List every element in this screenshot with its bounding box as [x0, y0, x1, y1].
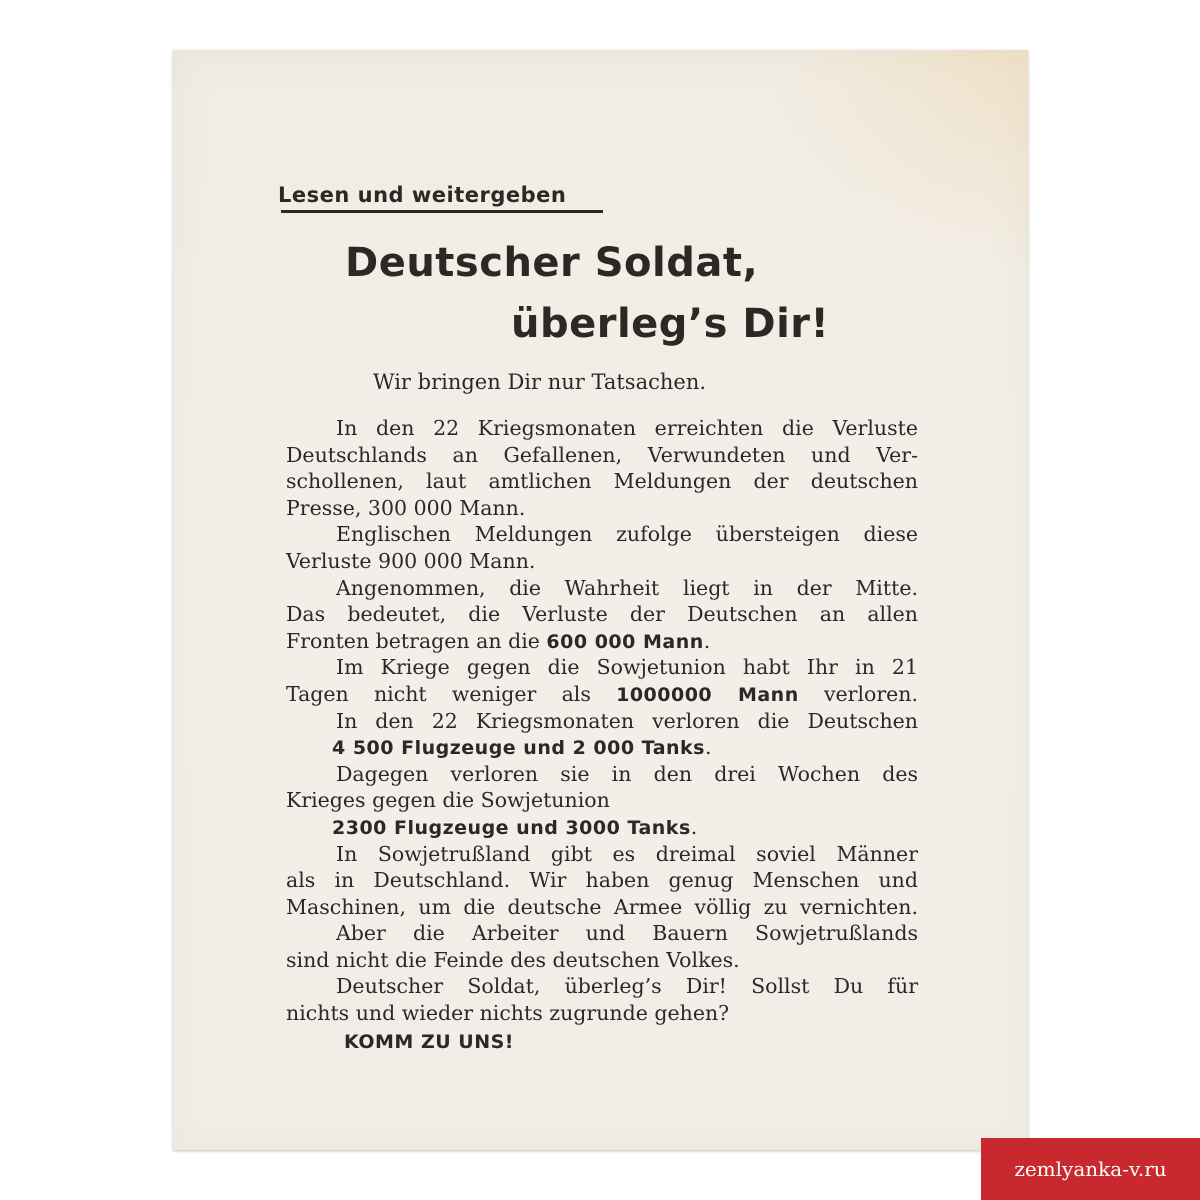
body-line	[286, 814, 918, 841]
emphasized-figure: 600 000 Mann	[546, 630, 704, 653]
body-line	[286, 920, 918, 947]
body-text-run: Verluste 900 000 Mann.	[286, 548, 536, 573]
body-text-run: als in Deutschland. Wir haben genug Menschen und	[286, 868, 918, 893]
site-watermark[interactable]: zemlyanka-v.ru	[981, 1138, 1200, 1200]
body-text-run: nichts und wieder nichts zugrunde gehen?	[286, 1001, 730, 1026]
body-line	[286, 708, 918, 735]
body-line	[286, 947, 918, 974]
emphasized-figure: 1000000 Mann	[616, 683, 799, 706]
body-text-run: Das bedeutet, die Verluste der Deutschen an allen	[286, 602, 918, 627]
closing-call: KOMM ZU UNS!	[344, 1031, 514, 1053]
body-text-run: Im Kriege gegen die Sowjetunion habt Ihr in 21	[336, 655, 918, 680]
body-text-run: Aber die Arbeiter und Bauern Sowjetrußlands	[336, 921, 918, 946]
body-text-run: Angenommen, die Wahrheit liegt in der Mitte.	[336, 575, 918, 600]
body-text-run: Englischen Meldungen zufolge übersteigen diese	[336, 522, 918, 547]
body-text-run: Fronten betragen an die	[286, 628, 547, 653]
read-and-pass-heading: Lesen und weitergeben	[278, 183, 567, 207]
body-line	[286, 973, 918, 1000]
body-text-run: .	[690, 814, 698, 839]
body-line	[286, 521, 918, 548]
body-text-run: .	[703, 628, 711, 653]
body-text-run: Dagegen verloren sie in den drei Wochen des	[336, 761, 918, 786]
body-line	[286, 575, 918, 602]
body-line	[286, 495, 918, 522]
body-text-run: Presse, 300 000 Mann.	[286, 495, 526, 520]
subheading: Wir bringen Dir nur Tatsachen.	[373, 370, 707, 394]
body-line	[286, 601, 918, 628]
body-line	[286, 894, 918, 921]
emphasized-figure: 2300 Flugzeuge und 3000 Tanks	[332, 816, 691, 839]
body-line	[286, 734, 918, 761]
body-text-run: .	[704, 735, 712, 760]
leaflet-body	[286, 415, 918, 1027]
body-line	[286, 628, 918, 655]
body-line	[286, 654, 918, 681]
heading-underline	[281, 210, 603, 213]
body-text-run: Maschinen, um die deutsche Armee völlig zu vernichten.	[286, 894, 918, 919]
body-text-run: Deutscher Soldat, überleg’s Dir! Sollst Du für	[336, 974, 918, 999]
body-text-run: Tagen nicht weniger als	[286, 681, 617, 706]
body-line	[286, 787, 918, 814]
body-text-run: verloren.	[798, 681, 919, 706]
body-line	[286, 415, 918, 442]
body-line	[286, 761, 918, 788]
body-text-run: schollenen, laut amtlichen Meldungen der deutschen	[286, 469, 918, 494]
body-line	[286, 841, 918, 868]
body-line	[286, 468, 918, 495]
body-line	[286, 681, 918, 708]
body-text-run: sind nicht die Feinde des deutschen Volkes.	[286, 947, 740, 972]
body-text-run: Deutschlands an Gefallenen, Verwundeten und Ver-	[286, 442, 918, 467]
body-line	[286, 1000, 918, 1027]
body-text-run: In den 22 Kriegsmonaten verloren die Deutschen	[336, 708, 918, 733]
body-text-run: Krieges gegen die Sowjetunion	[286, 788, 610, 813]
body-text-run: In den 22 Kriegsmonaten erreichten die Verluste	[336, 416, 918, 440]
body-line	[286, 548, 918, 575]
body-text-run: In Sowjetrußland gibt es dreimal soviel Männer	[336, 841, 918, 866]
body-line	[286, 442, 918, 469]
headline-line-1: Deutscher Soldat,	[345, 240, 759, 286]
body-line	[286, 867, 918, 894]
headline-line-2: überleg’s Dir!	[511, 301, 830, 347]
emphasized-figure: 4 500 Flugzeuge und 2 000 Tanks	[332, 737, 705, 760]
